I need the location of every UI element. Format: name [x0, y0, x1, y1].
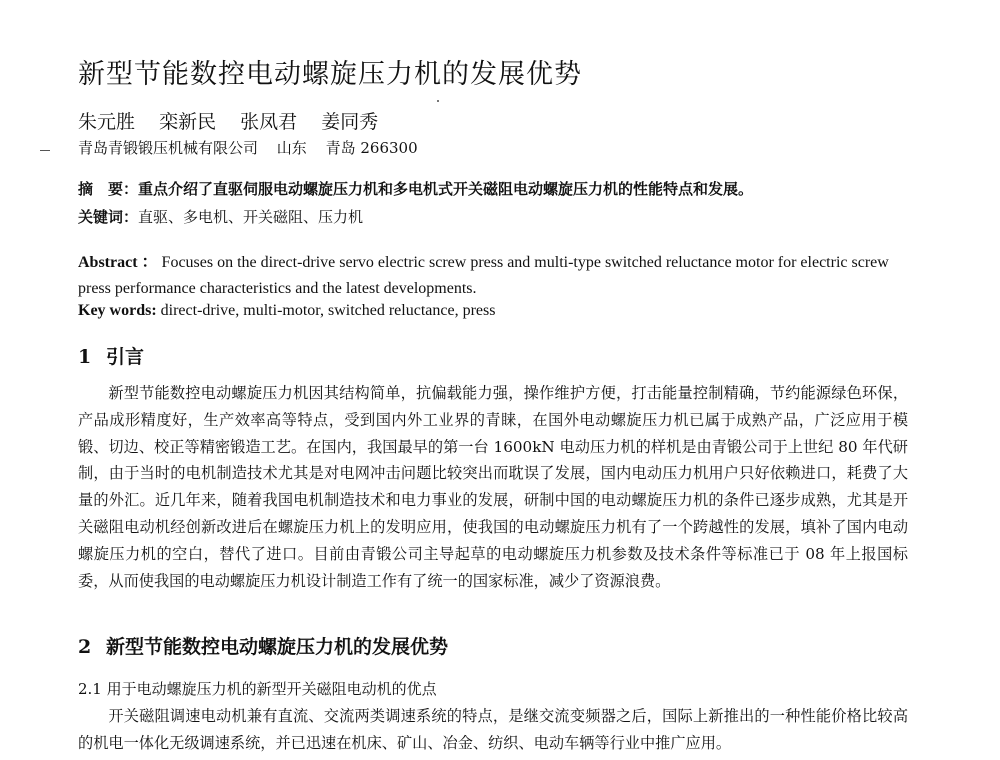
keywords-cn-text: 直驱、多电机、开关磁阻、压力机 [138, 208, 364, 226]
abstract-en-label: Abstract ： [78, 254, 158, 271]
author-name: 栾新民 [159, 111, 217, 133]
author-name: 朱元胜 [78, 111, 136, 133]
author-list [78, 107, 396, 134]
keywords-cn-label: 关键词： [78, 208, 139, 226]
section-number: 1 [78, 346, 92, 368]
affiliation-city-zip: 青岛 266300 [325, 139, 418, 157]
subsection-number: 2.1 [78, 680, 102, 698]
abstract-en [78, 250, 908, 302]
section-number: 2 [78, 636, 92, 658]
affiliation [78, 137, 432, 158]
subsection-2-1-heading [78, 678, 437, 699]
scan-mark [40, 150, 50, 151]
affiliation-province: 山东 [276, 139, 307, 157]
keywords-cn [78, 206, 363, 227]
section-1-heading [78, 342, 144, 369]
abstract-en-text: Focuses on the direct-drive servo electric screw press and multi-type switched reluctance motor for electric screw press performance characteristics and the latest developments. [78, 254, 889, 297]
author-name: 张凤君 [240, 111, 298, 133]
section-title: 新型节能数控电动螺旋压力机的发展优势 [106, 636, 449, 658]
keywords-en-text: direct-drive, multi-motor, switched reluctance, press [160, 302, 496, 319]
abstract-cn-text: 重点介绍了直驱伺服电动螺旋压力机和多电机式开关磁阻电动螺旋压力机的性能特点和发展。 [138, 180, 754, 198]
paper-title: 新型节能数控电动螺旋压力机的发展优势 [78, 59, 582, 90]
keywords-en [78, 302, 495, 320]
subsection-title: 用于电动螺旋压力机的新型开关磁阻电动机的优点 [106, 680, 437, 698]
section-1-paragraph: 新型节能数控电动螺旋压力机因其结构简单，抗偏载能力强，操作维护方便，打击能量控制精确，节约能源绿色环保，产品成形精度好，生产效率高等特点，受到国内外工业界的青睐，在国外电动螺旋压力机已属于成熟产品，广泛应用于模锻、切边、校正等精密锻造工艺。在国内，我国最早的第一台 1600kN 电动压力机的样机是由青锻公司于上世纪 80 年代研制，由于当时的电机制造技术尤其是对电网冲击问题比较突出而耽误了发展，国内电动压力机用户只好依赖进口，耗费了大量的外汇。近几年来，随着我国电机制造技术和电力事业的发展，研制中国的电动螺旋压力机的条件已逐步成熟，尤其是开关磁阻电动机经创新改进后在螺旋压力机上的发明应用，使我国的电动螺旋压力机有了一个跨越性的发展，填补了国内电动螺旋压力机的空白，替代了进口。目前由青锻公司主导起草的电动螺旋压力机参数及技术条件等标准已于 08 年上报国标委，从而使我国的电动螺旋压力机设计制造工作有了统一的国家标准，减少了资源浪费。 [78, 384, 908, 590]
keywords-en-label: Key words: [78, 302, 157, 319]
scan-speck [437, 100, 439, 102]
author-name: 姜同秀 [321, 111, 379, 133]
section-2-heading [78, 632, 448, 659]
affiliation-org: 青岛青锻锻压机械有限公司 [78, 139, 259, 157]
section-2-paragraph: 开关磁阻调速电动机兼有直流、交流两类调速系统的特点，是继交流变频器之后，国际上新推出的一种性能价格比较高的机电一体化无级调速系统，并已迅速在机床、矿山、冶金、纺织、电动车辆等行业中推广应用。 [78, 707, 908, 752]
abstract-cn [78, 178, 753, 199]
abstract-cn-label: 摘 要： [78, 180, 139, 198]
section-title: 引言 [106, 346, 145, 368]
